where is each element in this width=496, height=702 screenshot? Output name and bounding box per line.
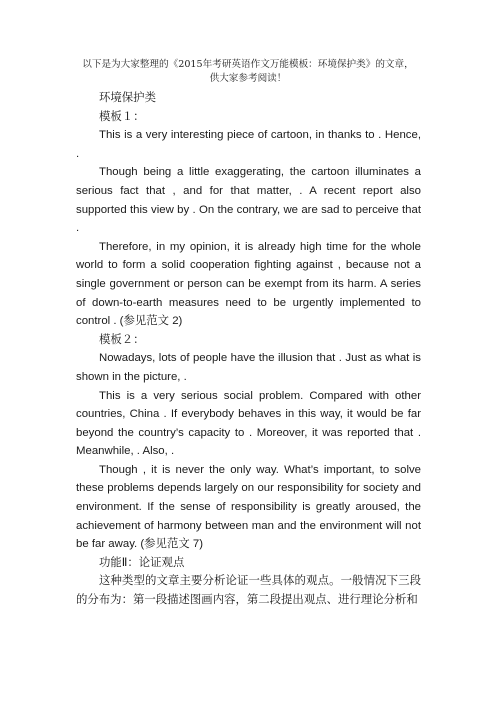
template-2-label: 模板２： <box>99 333 145 346</box>
paragraph-template-2-conclusion: Though , it is never the only way. What’s important, to solve these problems depends largely on our responsibility for society and environment. If the sense of responsibility is greatly aroused, the achievement of harmony between man and the environment will not be far away. (参见范文 7) <box>76 463 421 551</box>
paragraph-template-2-body: This is a very serious social problem. Compared with other countries, China . If everybody behaves in this way, it would be far beyond the country’s capacity to . Moreover, it was reported that . Meanwhile, . Also, . <box>76 389 421 458</box>
paragraph-template-1-conclusion: Therefore, in my opinion, it is already high time for the whole world to form a solid cooperation fighting against , because not a single government or person can be exempt from its harm. A series of down-to-earth measures need to be urgently implemented to control . (参见范文 2) <box>76 240 421 328</box>
paragraph-template-1-opening: This is a very interesting piece of cartoon, in thanks to . Hence, . <box>76 129 421 160</box>
section-heading-environment: 环境保护类 <box>99 92 156 104</box>
intro-line-2: 供大家参考阅读！ <box>209 73 287 84</box>
paragraph-template-1-body: Though being a little exaggerating, the cartoon illuminates a serious fact that , and for that matter, . A recent report also supported this view by . On the contrary, we are sad to perceive that . <box>76 166 421 235</box>
template-1-label: 模板１： <box>99 110 145 123</box>
paragraph-template-2-opening: Nowadays, lots of people have the illusion that . Just as what is shown in the picture, . <box>76 352 421 383</box>
section-heading-function-2: 功能Ⅱ：论证观点 <box>99 556 185 569</box>
paragraph-function-2-description: 这种类型的文章主要分析论证一些具体的观点。一般情况下三段的分布为：第一段描述图画内容，第二段提出观点、进行理论分析和 <box>76 575 421 607</box>
intro-note <box>60 58 436 86</box>
article-body <box>76 89 421 610</box>
intro-line-1: 以下是为大家整理的《2015年考研英语作文万能模板：环境保护类》的文章， <box>82 59 414 70</box>
